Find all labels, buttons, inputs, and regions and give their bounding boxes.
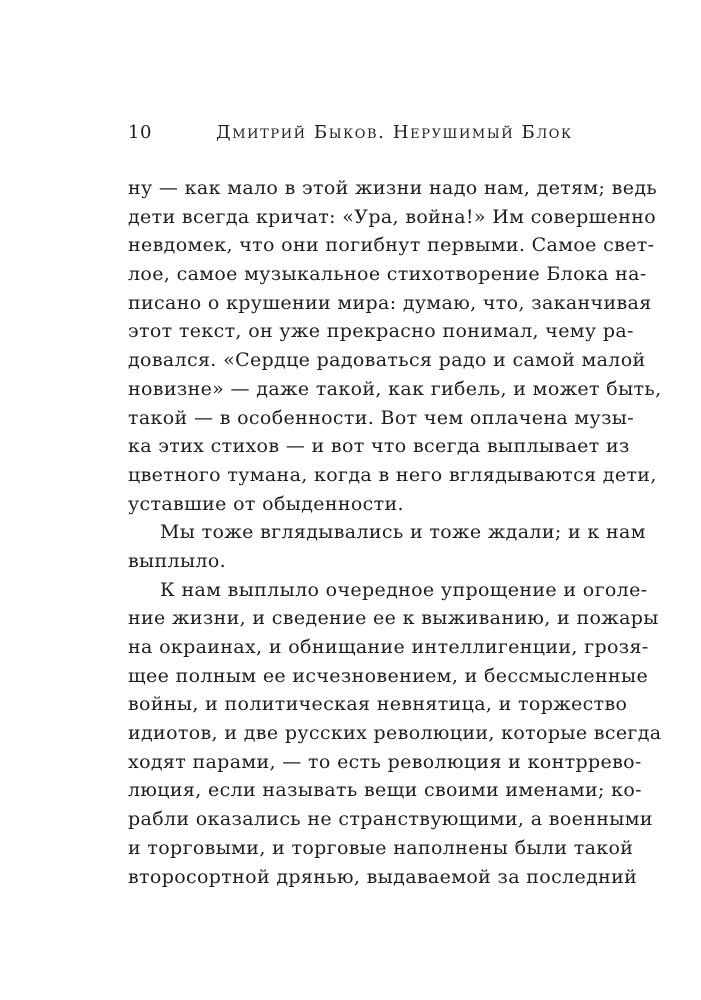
text-line: писано о крушении мира: думаю, что, заканчивая: [128, 291, 652, 314]
text-line: Мы тоже вглядывались и тоже ждали; и к нам: [160, 521, 646, 544]
text-line: рабли оказались не странствующими, а военными: [128, 808, 653, 831]
page-number: 10: [128, 122, 152, 143]
text-line: ка этих стихов — и вот что всегда выплывает из: [128, 435, 630, 458]
body-text: [128, 174, 662, 891]
text-line: выплыло.: [128, 549, 227, 572]
text-line: уставшие от обыденности.: [128, 492, 404, 515]
text-line: и торговыми, и торговые наполнены были такой: [128, 836, 634, 859]
text-line: войны, и политическая невнятица, и торжество: [128, 693, 628, 716]
text-line: ние жизни, и сведение ее к выживанию, и пожары: [128, 607, 659, 630]
paragraph: [128, 174, 662, 518]
text-line: этот текст, он уже прекрасно понимал, чему ра-: [128, 320, 634, 343]
text-line: ну — как мало в этой жизни надо нам, детям; ведь: [128, 177, 658, 199]
text-line: щее полным ее исчезновением, и бессмысленные: [128, 664, 649, 687]
paragraph: [128, 518, 646, 575]
text-line: такой — в особенности. Вот чем оплачена музы-: [128, 406, 635, 429]
running-head-title: Дмитрий Быков. Нерушимый Блок: [216, 122, 573, 143]
paragraph: [128, 576, 662, 892]
text-line: идиотов, и две русских революции, которые всегда: [128, 722, 662, 745]
running-head: [128, 122, 608, 148]
text-line: новизне» — даже такой, как гибель, и может быть,: [128, 377, 662, 400]
text-line: цветного тумана, когда в него вглядываются дети,: [128, 463, 657, 486]
text-line: люция, если называть вещи своими именами; ко-: [128, 779, 642, 802]
text-line: второсортной дрянью, выдаваемой за последний: [128, 865, 638, 888]
text-line: на окраинах, и обнищание интеллигенции, грозя-: [128, 636, 649, 658]
text-line: К нам выплыло очередное упрощение и оголе-: [160, 578, 648, 601]
text-line: дети всегда кричат: «Ура, война!» Им совершенно: [128, 205, 657, 228]
text-line: ходят парами, — то есть революция и контррево-: [128, 750, 642, 773]
text-line: довался. «Сердце радоваться радо и самой малой: [128, 349, 646, 372]
text-line: лое, самое музыкальное стихотворение Блока на-: [128, 263, 647, 286]
text-line: невдомек, что они погибнут первыми. Самое свет-: [128, 234, 655, 257]
